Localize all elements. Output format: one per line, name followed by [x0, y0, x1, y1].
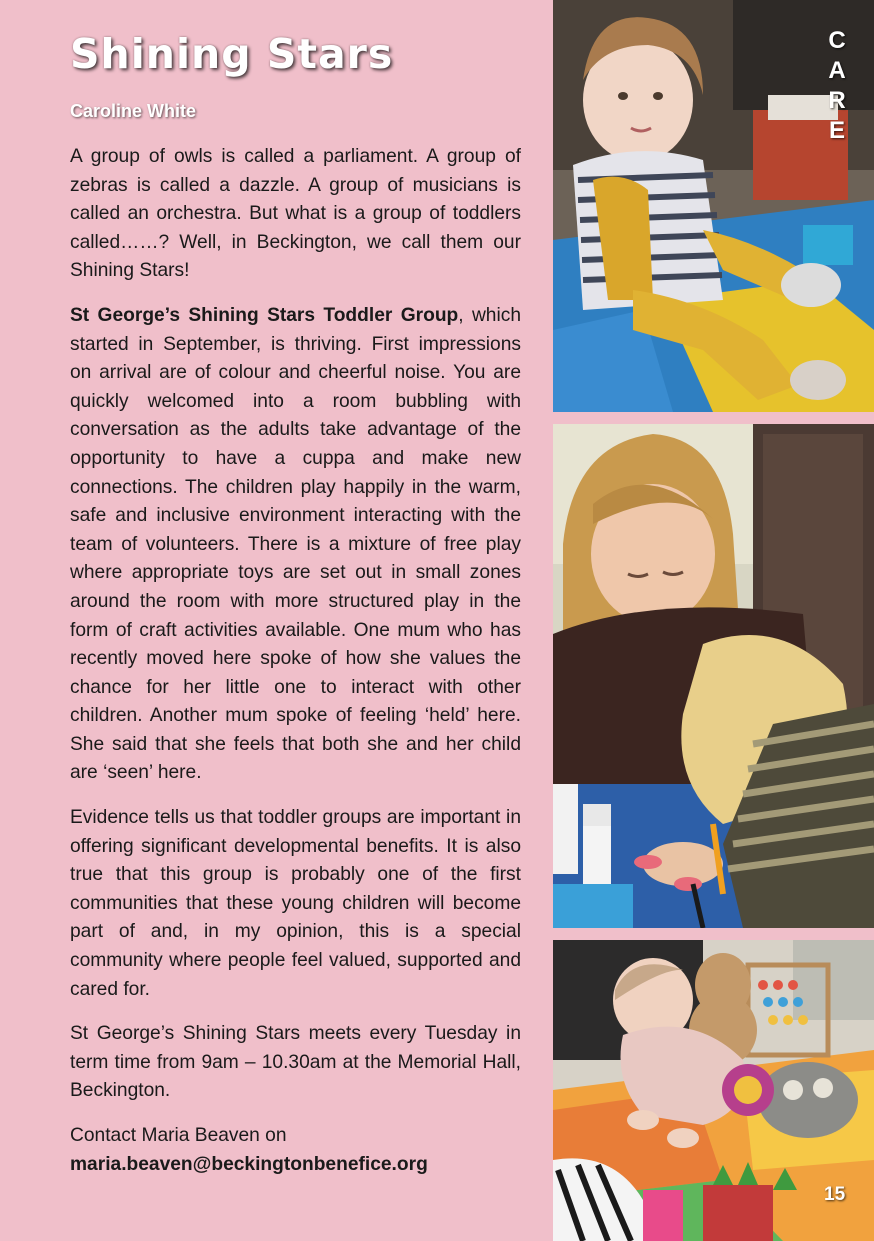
section-letter-e: E [828, 117, 845, 144]
paragraph-2-text: , which started in September, is thriving. First impressions on arrival are of colour and cheerful noise. You are quickly welcomed into a room bubbling with conversation as the adults take advantage of the opportunity to have a cuppa and make new connections. The children play happily in the warm, safe and inclusive environment interacting with the team of volunteers. There is a mixture of free play where appropriate toys are set out in small zones around the room with more structured play in the form of craft activities available. One mum who has recently moved here spoke of how she values the chance for her little one to interact with other children. Another mum spoke of feeling ‘held’ here. She said that she feels that both she and her child are ‘seen’ here. [70, 304, 522, 784]
article-author: Caroline White [70, 101, 197, 121]
section-label-care [820, 26, 854, 146]
section-letter-r: R [828, 87, 846, 114]
article-title: Shining Stars [70, 30, 394, 78]
paragraph-4: St George’s Shining Stars meets every Tuesday in term time from 9am – 10.30am at the Memorial Hall, Beckington. [70, 1023, 521, 1102]
contact-label: Contact Maria Beaven on [70, 1125, 287, 1146]
photo-craft-activity [553, 424, 874, 928]
group-name: St George’s Shining Stars Toddler Group [70, 304, 459, 326]
page-number: 15 [824, 1184, 846, 1205]
article-body [70, 143, 521, 1195]
paragraph-1: A group of owls is called a parliament. A group of zebras is called a dazzle. A group of musicians is called an orchestra. But what is a group of toddlers called……? Well, in Beckington, we call them our Shining Stars! [70, 146, 521, 282]
section-letter-c: C [828, 27, 846, 54]
paragraph-3: Evidence tells us that toddler groups are important in offering significant developmental benefits. It is also true that this group is probably one of the first communities that these young children will become part of and, in my opinion, this is a special community where people feel valued, supported and cared for. [70, 807, 521, 1000]
contact-info [70, 1122, 521, 1179]
paragraph-2 [70, 302, 521, 788]
section-letter-a: A [828, 57, 846, 84]
contact-email[interactable]: maria.beaven@beckingtonbenefice.org [70, 1153, 428, 1175]
